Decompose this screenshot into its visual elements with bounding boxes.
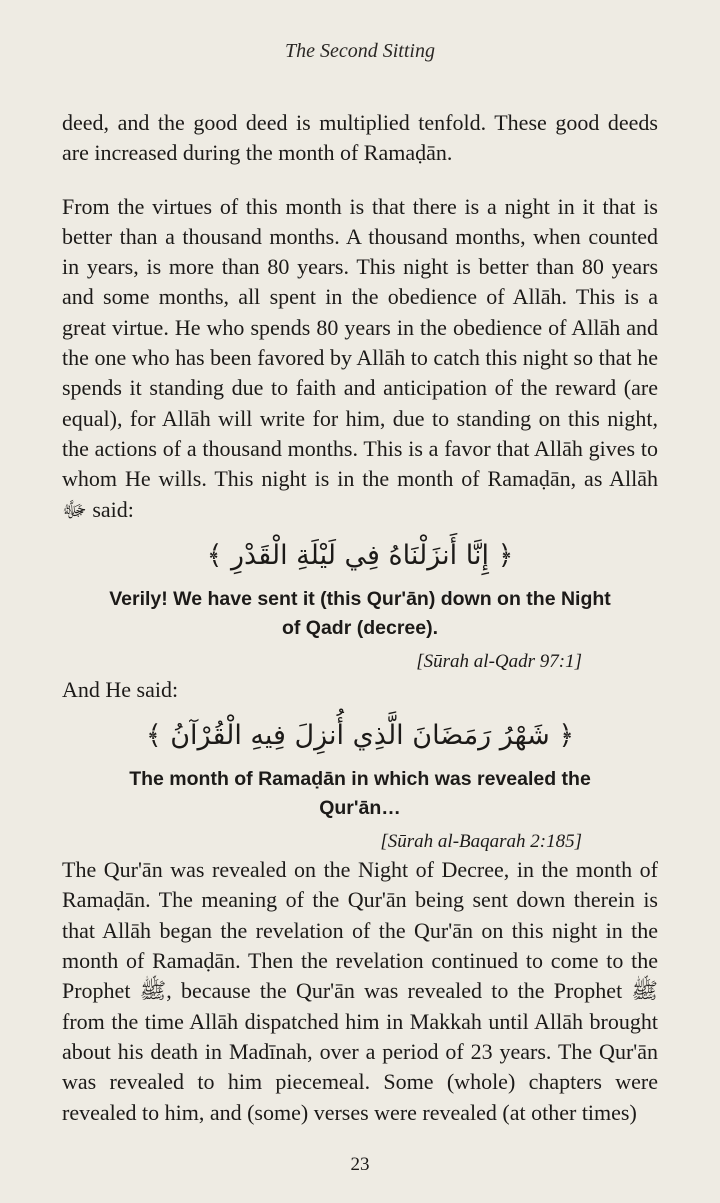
quran-translation-2: The month of Ramaḍān in which was revealed the Qur'ān…	[129, 768, 591, 820]
page-number: 23	[350, 1154, 370, 1175]
page-body	[62, 108, 658, 1128]
paragraph-2: From the virtues of this month is that there is a night in it that is better than a thousand months. A thousand months, when counted in years, is more than 80 years. This night is better than 80 years and some months, all spent in the obedience of Allāh. This is a great virtue. He who spends 80 years in the obedience of Allāh and the one who has been favored by Allāh to catch this night so that he spends it standing due to faith and anticipation of the reward (are equal), for Allāh will write for him, due to standing on this night, the actions of a thousand months. This is a favor that Allāh gives to whom He wills. This night is in the month of Ramaḍān, as Allāh ﷻ said:	[62, 193, 658, 522]
paragraph-3: And He said:	[62, 676, 179, 702]
quran-verse-arabic-1: ﴿ إِنَّا أَنزَلْنَاهُ فِي لَيْلَةِ الْقَدْرِ ﴾	[206, 539, 514, 571]
running-header: The Second Sitting	[285, 40, 435, 62]
paragraph-4: The Qur'ān was revealed on the Night of Decree, in the month of Ramaḍān. The meaning of the Qur'ān being sent down therein is that Allāh began the revelation of the Qur'ān on this night in the month of Ramaḍān. Then the revelation continued to come to the Prophet ﷺ, because the Qur'ān was revealed to the Prophet ﷺ from the time Allāh dispatched him in Makkah until Allāh brought about his death in Madīnah, over a period of 23 years. The Qur'ān was revealed to him piecemeal. Some (whole) chapters were revealed to him, and (some) verses were revealed (at other times)	[62, 857, 658, 1125]
quran-citation-1: [Sūrah al-Qadr 97:1]	[416, 650, 582, 672]
quran-citation-2: [Sūrah al-Baqarah 2:185]	[380, 831, 582, 853]
quran-verse-arabic-2: ﴿ شَهْرُ رَمَضَانَ الَّذِي أُنزِلَ فِيهِ الْقُرْآنُ ﴾	[145, 720, 575, 752]
quran-translation-1: Verily! We have sent it (this Qur'ān) down on the Night of Qadr (decree).	[109, 587, 611, 639]
paragraph-1: deed, and the good deed is multiplied tenfold. These good deeds are increased during the month of Ramaḍān.	[62, 110, 658, 166]
